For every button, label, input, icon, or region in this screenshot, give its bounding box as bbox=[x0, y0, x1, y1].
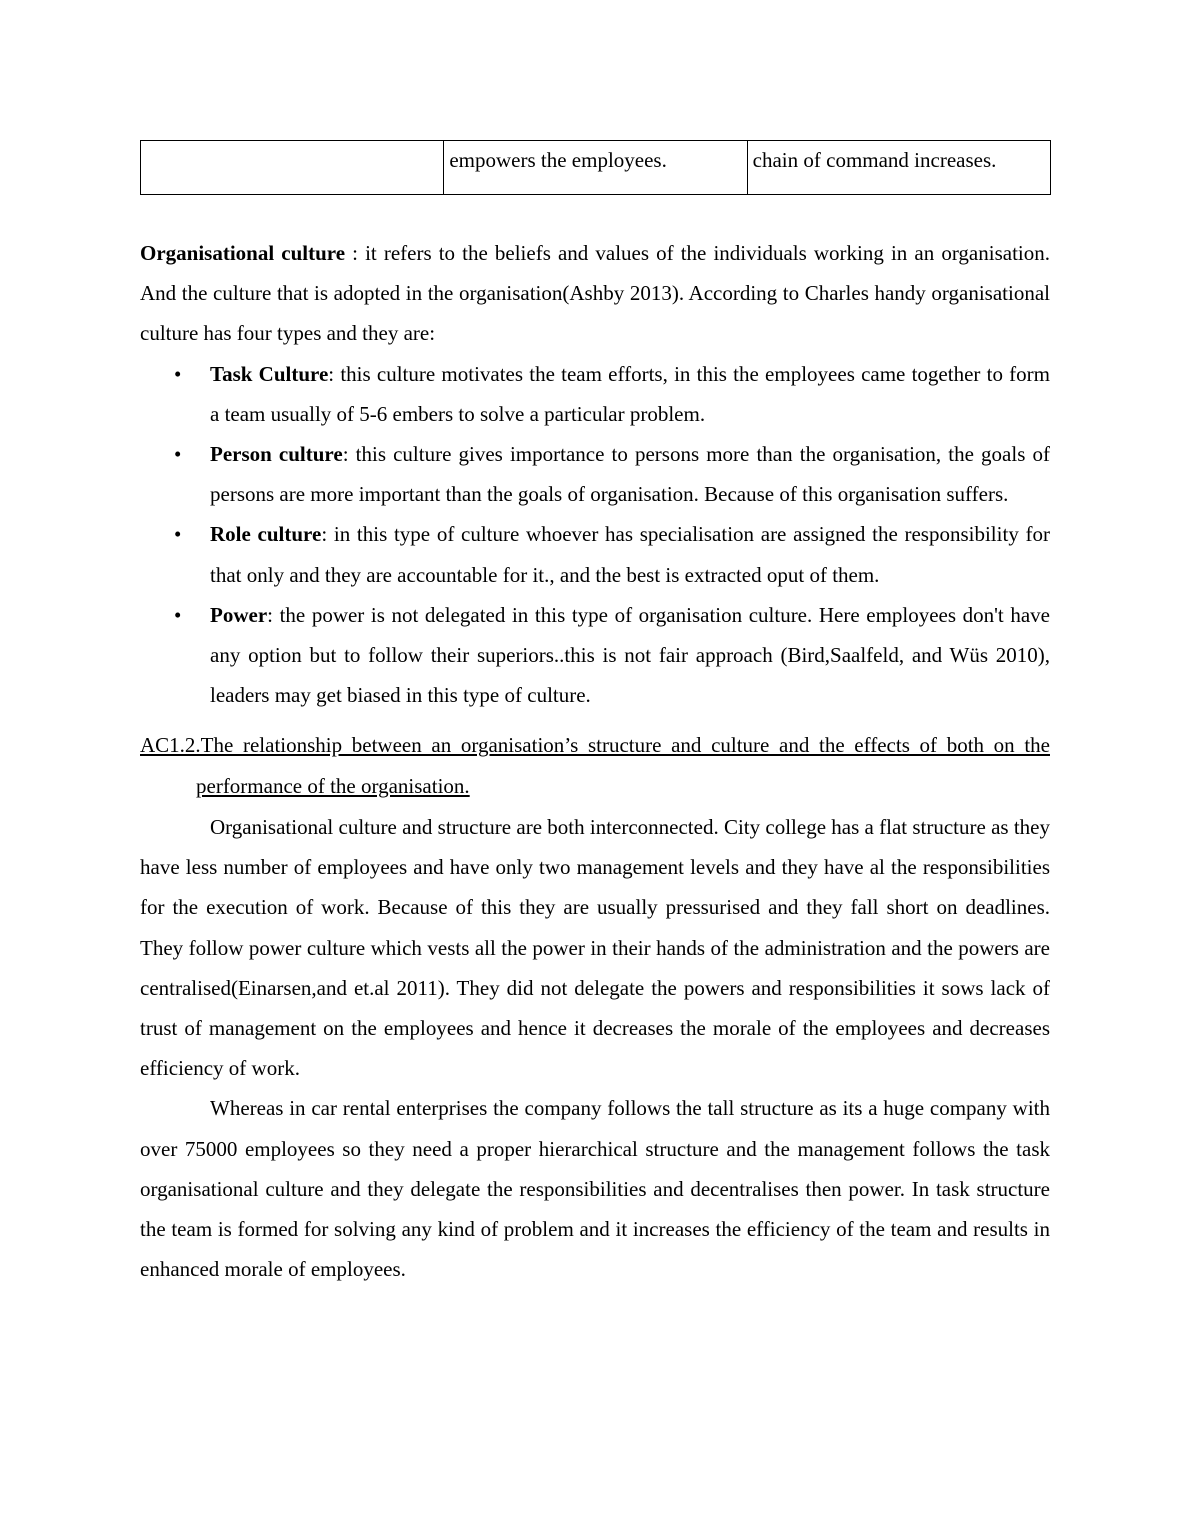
list-item-text: : this culture motivates the team efforts, in this the employees came together to form a team usually of 5-6 embers to solve a particular problem. bbox=[210, 361, 1050, 426]
bullet-icon: • bbox=[174, 442, 182, 467]
list-item-person-culture bbox=[140, 434, 1050, 514]
document-page bbox=[140, 140, 1050, 1289]
section-heading: AC1.2.The relationship between an organisation’s structure and culture and the effects of both on the performance of the organisation. bbox=[140, 733, 1050, 799]
intro-paragraph bbox=[140, 233, 1050, 354]
bullet-icon: • bbox=[174, 522, 182, 547]
intro-text: : it refers to the beliefs and values of the individuals working in an organisation. And the culture that is adopted in the organisation(Ashby 2013). According to Charles handy organisational culture has four types and they are: bbox=[140, 241, 1050, 346]
list-item-text: : the power is not delegated in this type of organisation culture. Here employees don't have any option but to follow their superiors..this is not fair approach (Bird,Saalfeld, and Wüs 2010), leaders may get biased in this type of culture. bbox=[210, 602, 1050, 708]
table-cell-1 bbox=[141, 141, 444, 195]
body-paragraph-city-college: Organisational culture and structure are both interconnected. City college has a flat structure as they have less number of employees and have only two management levels and they have al the responsibilities for the execution of work. Because of this they are usually pressurised and they fall short on deadlines. They follow power culture which vests all the power in their hands of the administration and the powers are centralised(Einarsen,and et.al 2011). They did not delegate the powers and responsibilities it sows lack of trust of management on the employees and hence it decreases the morale of the employees and decreases efficiency of work. bbox=[140, 815, 1050, 1081]
list-item-term: Task Culture bbox=[210, 361, 329, 386]
bullet-icon: • bbox=[174, 361, 182, 386]
list-item-term: Power bbox=[210, 602, 268, 627]
culture-types-list bbox=[140, 354, 1050, 716]
list-item-term: Role culture bbox=[210, 522, 322, 547]
bullet-icon: • bbox=[174, 602, 182, 627]
table-cell-2: empowers the employees. bbox=[444, 141, 747, 195]
list-item-task-culture bbox=[140, 354, 1050, 434]
list-item-text: : in this type of culture whoever has specialisation are assigned the responsibility for that only and they are accountable for it., and the best is extracted oput of them. bbox=[210, 522, 1051, 587]
body-paragraph-car-rental: Whereas in car rental enterprises the company follows the tall structure as its a huge company with over 75000 employees so they need a proper hierarchical structure and the management follows the task organisational culture and they delegate the responsibilities and decentralises then power. In task structure the team is formed for solving any kind of problem and it increases the efficiency of the team and results in enhanced morale of employees. bbox=[140, 1096, 1050, 1282]
table-row bbox=[141, 141, 1051, 195]
list-item-text: : this culture gives importance to persons more than the organisation, the goals of persons are more important than the goals of organisation. Because of this organisation suffers. bbox=[210, 442, 1050, 507]
list-item-role-culture bbox=[140, 514, 1050, 594]
table-cell-3: chain of command increases. bbox=[747, 141, 1050, 195]
list-item-term: Person culture bbox=[210, 442, 343, 467]
intro-term: Organisational culture bbox=[140, 241, 346, 265]
continued-table bbox=[140, 140, 1051, 195]
list-item-power-culture bbox=[140, 595, 1050, 716]
